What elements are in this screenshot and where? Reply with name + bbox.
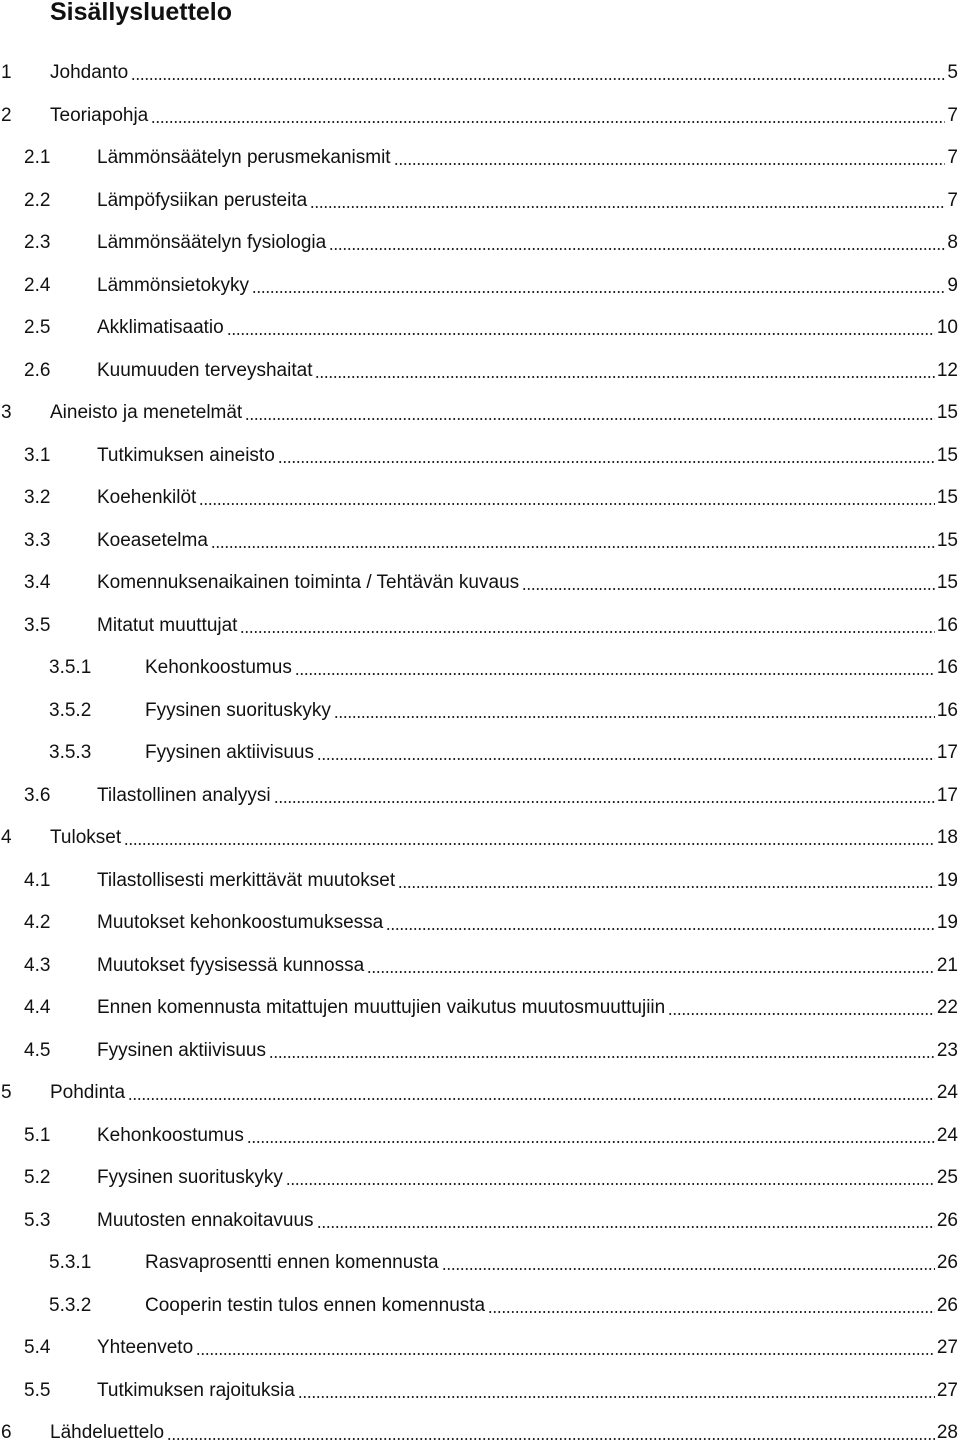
dot-leader bbox=[274, 801, 935, 803]
toc-entry-number: 3.1 bbox=[24, 444, 51, 466]
toc-entry[interactable] bbox=[0, 605, 960, 648]
toc-entry-page-number: 24 bbox=[936, 1082, 958, 1104]
toc-entry[interactable] bbox=[0, 222, 960, 265]
toc-entry[interactable] bbox=[0, 732, 960, 775]
toc-entry-title: Muutokset kehonkoostumuksessa bbox=[97, 912, 384, 934]
toc-entry[interactable] bbox=[0, 902, 960, 945]
toc-entry[interactable] bbox=[0, 435, 960, 478]
toc-entry-title: Tilastollinen analyysi bbox=[97, 784, 271, 806]
toc-entry-page-number: 19 bbox=[936, 869, 958, 891]
toc-entry[interactable] bbox=[0, 1370, 960, 1413]
dot-leader bbox=[668, 1013, 935, 1015]
dot-leader bbox=[398, 886, 935, 888]
toc-entry[interactable] bbox=[0, 95, 960, 138]
toc-entry-page-number: 5 bbox=[947, 62, 958, 84]
toc-entry[interactable] bbox=[0, 1030, 960, 1073]
dot-leader bbox=[278, 461, 935, 463]
dot-leader bbox=[167, 1438, 935, 1440]
dot-leader bbox=[522, 588, 935, 590]
dot-leader bbox=[334, 716, 935, 718]
dot-leader bbox=[211, 546, 935, 548]
toc-entry-number: 3.5.3 bbox=[49, 742, 92, 764]
toc-entry-title: Lämmönsietokyky bbox=[97, 274, 250, 296]
toc-entry[interactable] bbox=[0, 987, 960, 1030]
toc-entry[interactable] bbox=[0, 647, 960, 690]
dot-leader bbox=[131, 78, 945, 80]
toc-entry-title: Teoriapohja bbox=[50, 104, 149, 126]
toc-entry-page-number: 9 bbox=[947, 274, 958, 296]
toc-entry-number: 4.2 bbox=[24, 912, 51, 934]
toc-entry-title: Fyysinen aktiivisuus bbox=[145, 742, 314, 764]
dot-leader bbox=[124, 843, 935, 845]
table-of-contents bbox=[0, 52, 960, 1455]
toc-entry-number: 2.5 bbox=[24, 317, 51, 339]
toc-entry-page-number: 24 bbox=[936, 1124, 958, 1146]
toc-entry-number: 2 bbox=[1, 104, 12, 126]
toc-entry-number: 5.3 bbox=[24, 1209, 51, 1231]
dot-leader bbox=[367, 971, 935, 973]
dot-leader bbox=[245, 418, 935, 420]
toc-entry-title: Tilastollisesti merkittävät muutokset bbox=[97, 869, 396, 891]
toc-entry-title: Tutkimuksen rajoituksia bbox=[97, 1379, 295, 1401]
toc-entry-title: Kehonkoostumus bbox=[97, 1124, 244, 1146]
toc-entry-title: Mitatut muuttujat bbox=[97, 614, 238, 636]
toc-entry-page-number: 28 bbox=[936, 1422, 958, 1444]
toc-entry-number: 5.3.1 bbox=[49, 1252, 92, 1274]
dot-leader bbox=[488, 1311, 935, 1313]
toc-entry-number: 2.1 bbox=[24, 147, 51, 169]
toc-entry-page-number: 17 bbox=[936, 742, 958, 764]
dot-leader bbox=[227, 333, 935, 335]
toc-entry-page-number: 16 bbox=[936, 614, 958, 636]
toc-entry-title: Koeasetelma bbox=[97, 529, 208, 551]
toc-entry[interactable] bbox=[0, 562, 960, 605]
toc-entry-title: Lähdeluettelo bbox=[50, 1422, 165, 1444]
toc-entry-page-number: 15 bbox=[936, 402, 958, 424]
dot-leader bbox=[329, 248, 945, 250]
toc-entry-page-number: 7 bbox=[947, 189, 958, 211]
toc-entry[interactable] bbox=[0, 775, 960, 818]
toc-entry[interactable] bbox=[0, 1200, 960, 1243]
toc-entry[interactable] bbox=[0, 392, 960, 435]
toc-entry-page-number: 23 bbox=[936, 1039, 958, 1061]
toc-entry-page-number: 7 bbox=[947, 104, 958, 126]
toc-entry-page-number: 12 bbox=[936, 359, 958, 381]
toc-entry[interactable] bbox=[0, 817, 960, 860]
toc-entry-page-number: 8 bbox=[947, 232, 958, 254]
toc-entry-number: 3.6 bbox=[24, 784, 51, 806]
dot-leader bbox=[247, 1141, 935, 1143]
toc-entry-number: 4.3 bbox=[24, 954, 51, 976]
toc-entry-title: Pohdinta bbox=[50, 1082, 126, 1104]
toc-entry-number: 2.3 bbox=[24, 232, 51, 254]
toc-entry[interactable] bbox=[0, 1157, 960, 1200]
toc-entry-number: 5.3.2 bbox=[49, 1294, 92, 1316]
toc-entry[interactable] bbox=[0, 137, 960, 180]
toc-entry-title: Komennuksenaikainen toiminta / Tehtävän kuvaus bbox=[97, 572, 520, 594]
toc-entry-page-number: 25 bbox=[936, 1167, 958, 1189]
toc-entry[interactable] bbox=[0, 1242, 960, 1285]
toc-entry-title: Johdanto bbox=[50, 62, 129, 84]
toc-entry-page-number: 17 bbox=[936, 784, 958, 806]
toc-entry-title: Yhteenveto bbox=[97, 1337, 194, 1359]
toc-entry-page-number: 26 bbox=[936, 1294, 958, 1316]
toc-entry-number: 2.2 bbox=[24, 189, 51, 211]
toc-entry-page-number: 22 bbox=[936, 997, 958, 1019]
toc-entry-title: Ennen komennusta mitattujen muuttujien vaikutus muutosmuuttujiin bbox=[97, 997, 666, 1019]
toc-entry-page-number: 27 bbox=[936, 1337, 958, 1359]
dot-leader bbox=[442, 1268, 935, 1270]
toc-entry[interactable] bbox=[0, 945, 960, 988]
toc-entry-title: Kehonkoostumus bbox=[145, 657, 292, 679]
page-title: Sisällysluettelo bbox=[50, 0, 233, 26]
toc-entry-page-number: 26 bbox=[936, 1252, 958, 1274]
toc-entry[interactable] bbox=[0, 307, 960, 350]
toc-entry-number: 3 bbox=[1, 402, 12, 424]
toc-entry-page-number: 26 bbox=[936, 1209, 958, 1231]
toc-entry-title: Aineisto ja menetelmät bbox=[50, 402, 243, 424]
toc-entry-page-number: 21 bbox=[936, 954, 958, 976]
toc-entry-page-number: 27 bbox=[936, 1379, 958, 1401]
toc-entry-number: 4.5 bbox=[24, 1039, 51, 1061]
toc-entry-number: 1 bbox=[1, 62, 12, 84]
toc-entry-title: Lämpöfysiikan perusteita bbox=[97, 189, 308, 211]
toc-entry[interactable] bbox=[0, 1115, 960, 1158]
toc-entry-number: 5 bbox=[1, 1082, 12, 1104]
toc-entry-page-number: 16 bbox=[936, 699, 958, 721]
toc-entry-page-number: 18 bbox=[936, 827, 958, 849]
toc-entry-title: Lämmönsäätelyn perusmekanismit bbox=[97, 147, 391, 169]
dot-leader bbox=[386, 928, 935, 930]
toc-entry-title: Muutokset fyysisessä kunnossa bbox=[97, 954, 365, 976]
toc-entry-page-number: 15 bbox=[936, 572, 958, 594]
dot-leader bbox=[252, 291, 945, 293]
toc-entry-page-number: 7 bbox=[947, 147, 958, 169]
toc-entry[interactable] bbox=[0, 520, 960, 563]
dot-leader bbox=[317, 1226, 935, 1228]
dot-leader bbox=[151, 121, 945, 123]
dot-leader bbox=[199, 503, 935, 505]
dot-leader bbox=[269, 1056, 935, 1058]
toc-entry-title: Tulokset bbox=[50, 827, 122, 849]
toc-entry-title: Kuumuuden terveyshaitat bbox=[97, 359, 313, 381]
toc-entry-number: 3.3 bbox=[24, 529, 51, 551]
toc-entry[interactable] bbox=[0, 1285, 960, 1328]
dot-leader bbox=[240, 631, 934, 633]
toc-entry-number: 3.2 bbox=[24, 487, 51, 509]
toc-entry-title: Fyysinen suorituskyky bbox=[97, 1167, 283, 1189]
dot-leader bbox=[196, 1353, 935, 1355]
toc-entry-title: Muutosten ennakoitavuus bbox=[97, 1209, 314, 1231]
toc-entry-title: Fyysinen suorituskyky bbox=[145, 699, 331, 721]
toc-entry-number: 3.5.2 bbox=[49, 699, 92, 721]
toc-entry-number: 5.2 bbox=[24, 1167, 51, 1189]
toc-entry-title: Koehenkilöt bbox=[97, 487, 197, 509]
toc-entry[interactable] bbox=[0, 1412, 960, 1455]
dot-leader bbox=[286, 1183, 935, 1185]
toc-entry[interactable] bbox=[0, 860, 960, 903]
toc-entry-number: 5.5 bbox=[24, 1379, 51, 1401]
toc-entry[interactable] bbox=[0, 477, 960, 520]
toc-entry-title: Rasvaprosentti ennen komennusta bbox=[145, 1252, 439, 1274]
toc-entry-number: 4.4 bbox=[24, 997, 51, 1019]
toc-entry-number: 2.6 bbox=[24, 359, 51, 381]
toc-entry-number: 4.1 bbox=[24, 869, 51, 891]
toc-entry-page-number: 15 bbox=[936, 444, 958, 466]
dot-leader bbox=[317, 758, 935, 760]
toc-entry-number: 3.4 bbox=[24, 572, 51, 594]
toc-entry-title: Lämmönsäätelyn fysiologia bbox=[97, 232, 327, 254]
toc-entry-number: 5.1 bbox=[24, 1124, 51, 1146]
toc-entry-page-number: 16 bbox=[936, 657, 958, 679]
toc-entry[interactable] bbox=[0, 180, 960, 223]
toc-entry-number: 6 bbox=[1, 1422, 12, 1444]
dot-leader bbox=[315, 376, 934, 378]
toc-entry-number: 4 bbox=[1, 827, 12, 849]
toc-entry[interactable] bbox=[0, 1072, 960, 1115]
toc-entry-page-number: 10 bbox=[936, 317, 958, 339]
toc-entry-title: Fyysinen aktiivisuus bbox=[97, 1039, 266, 1061]
toc-entry-number: 5.4 bbox=[24, 1337, 51, 1359]
toc-entry-number: 2.4 bbox=[24, 274, 51, 296]
dot-leader bbox=[128, 1098, 935, 1100]
toc-entry-title: Akklimatisaatio bbox=[97, 317, 224, 339]
toc-entry[interactable] bbox=[0, 265, 960, 308]
toc-entry-number: 3.5.1 bbox=[49, 657, 92, 679]
dot-leader bbox=[298, 1396, 935, 1398]
toc-entry-title: Cooperin testin tulos ennen komennusta bbox=[145, 1294, 486, 1316]
toc-entry-page-number: 19 bbox=[936, 912, 958, 934]
toc-entry-page-number: 15 bbox=[936, 529, 958, 551]
toc-entry-number: 3.5 bbox=[24, 614, 51, 636]
toc-entry[interactable] bbox=[0, 350, 960, 393]
toc-entry[interactable] bbox=[0, 1327, 960, 1370]
dot-leader bbox=[394, 163, 946, 165]
toc-entry[interactable] bbox=[0, 52, 960, 95]
toc-entry[interactable] bbox=[0, 690, 960, 733]
toc-entry-page-number: 15 bbox=[936, 487, 958, 509]
dot-leader bbox=[295, 673, 935, 675]
dot-leader bbox=[310, 206, 945, 208]
toc-entry-title: Tutkimuksen aineisto bbox=[97, 444, 275, 466]
